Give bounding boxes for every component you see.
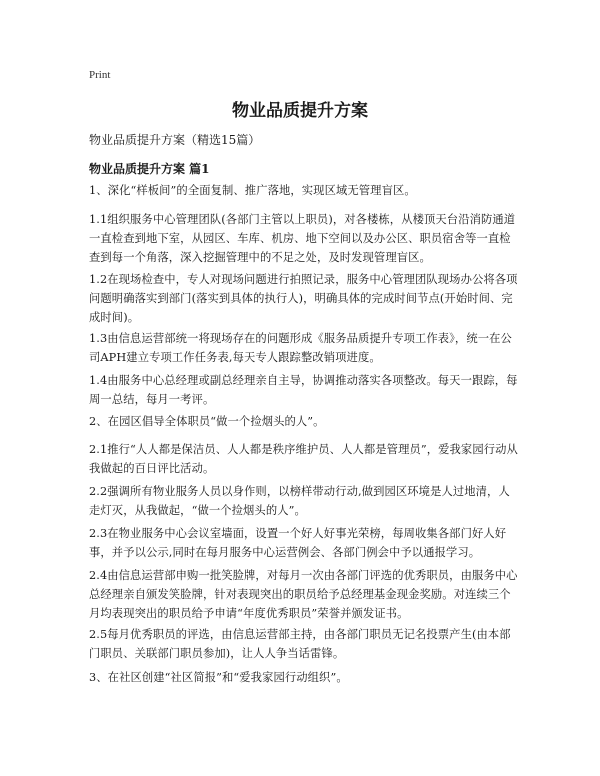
paragraph-8: 2.2强调所有物业服务人员以身作则，以榜样带动行动,做到园区环境是人过地清，人走灯灭，从我做起，“做一个捡烟头的人”。 [89, 485, 510, 517]
section-heading: 物业品质提升方案 篇1 [89, 162, 210, 176]
document-subtitle: 物业品质提升方案（精选15篇） [89, 133, 261, 147]
print-label[interactable]: Print [89, 69, 111, 81]
page-title: 物业品质提升方案 [232, 101, 368, 121]
paragraph-5: 1.4由服务中心总经理或副总经理亲自主导，协调推动落实各项整改。每天一跟踪，每周一总结，每月一考评。 [89, 374, 518, 406]
paragraph-4: 1.3由信息运营部统一将现场存在的问题形成《服务品质提升专项工作表》，统一在公司APH建立专项工作任务表,每天专人跟踪整改销项进度。 [89, 332, 512, 364]
paragraph-9: 2.3在物业服务中心会议室墙面，设置一个好人好事光荣榜，每周收集各部门好人好事，并予以公示,同时在每月服务中心运营例会、各部门例会中予以通报学习。 [89, 527, 507, 559]
paragraph-11: 2.5每月优秀职员的评选，由信息运营部主持，由各部门职员无记名投票产生(由本部门职员、关联部门职员参加)，让人人争当话雷锋。 [89, 628, 511, 660]
paragraph-3: 1.2在现场检查中，专人对现场问题进行拍照记录，服务中心管理团队现场办公将各项问题明确落实到部门(落实到具体的执行人)，明确具体的完成时间节点(开始时间、完成时间)。 [89, 273, 518, 324]
paragraph-6: 2、在园区倡导全体职员“做一个捡烟头的人”。 [89, 415, 325, 428]
paragraph-1: 1、深化“样板间”的全面复制、推广落地，实现区域无管理盲区。 [89, 184, 416, 197]
paragraph-7: 2.1推行“人人都是保洁员、人人都是秩序维护员、人人都是管理员”，爱我家园行动从我做起的百日评比活动。 [89, 443, 518, 475]
paragraph-2: 1.1组织服务中心管理团队(各部门主管以上职员)，对各楼栋，从楼顶天台沿消防通道一直检查到地下室，从园区、车库、机房、地下空间以及办公区、职员宿舍等一直检查到每一个角落，深入挖掘管理中的不足之处，及时发现管理盲区。 [89, 213, 516, 264]
paragraph-12: 3、在社区创建“社区简报”和“爱我家园行动组织”。 [89, 671, 348, 684]
paragraph-10: 2.4由信息运营部申购一批笑脸牌，对每月一次由各部门评选的优秀职员，由服务中心总经理亲自颁发笑脸牌，针对表现突出的职员给予总经理基金现金奖励。对连续三个月均表现突出的职员给予申请“年度优秀职员”荣誉并颁发证书。 [89, 569, 518, 620]
